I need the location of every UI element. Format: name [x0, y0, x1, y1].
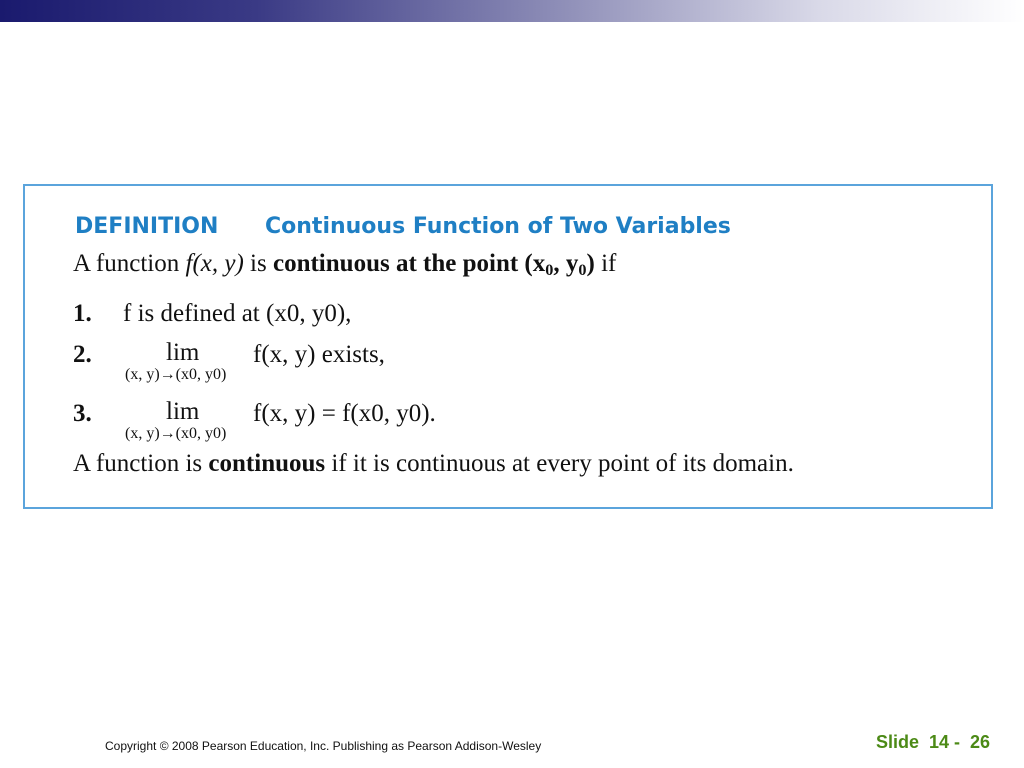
footer-copyright: Copyright © 2008 Pearson Education, Inc. Publishing as Pearson Addison-Wesley — [105, 739, 542, 753]
intro-bold-mid: , y — [553, 250, 579, 277]
item-1-text: f is defined at (x0, y0), — [123, 300, 352, 327]
item-2-number: 2. — [73, 341, 92, 368]
definition-intro — [73, 250, 616, 280]
intro-function: f(x, y) — [185, 250, 244, 277]
item-1-number: 1. — [73, 300, 92, 327]
top-gradient-bar — [0, 0, 1024, 22]
item-3-lim-subscript: (x, y)→(x0, y0) — [125, 425, 227, 442]
intro-mid: is — [250, 250, 267, 277]
closing-suffix: if it is continuous at every point of its domain. — [331, 450, 794, 477]
intro-prefix: A function — [73, 250, 180, 277]
closing-prefix: A function is — [73, 450, 203, 477]
item-2-lim: lim — [166, 339, 200, 366]
intro-suffix: if — [601, 250, 617, 277]
definition-title: Continuous Function of Two Variables — [265, 214, 731, 239]
item-2-text: f(x, y) exists, — [253, 341, 385, 368]
item-3-lim: lim — [166, 398, 200, 425]
intro-bold-sub1: 0 — [578, 261, 587, 280]
definition-label: DEFINITION — [75, 214, 219, 239]
intro-bold — [272, 250, 595, 280]
slide-number: Slide 14 - 26 — [875, 732, 990, 752]
definition-box — [23, 184, 993, 509]
item-2-lim-subscript: (x, y)→(x0, y0) — [125, 366, 227, 383]
definition-header — [75, 214, 731, 239]
item-3-number: 3. — [73, 400, 92, 427]
intro-bold-text: continuous at the point (x — [272, 250, 546, 277]
item-3-text: f(x, y) = f(x0, y0). — [253, 400, 436, 427]
intro-bold-end: ) — [586, 250, 595, 277]
closing-bold: continuous — [208, 450, 326, 477]
intro-bold-sub0: 0 — [545, 261, 554, 280]
definition-closing — [73, 450, 794, 478]
